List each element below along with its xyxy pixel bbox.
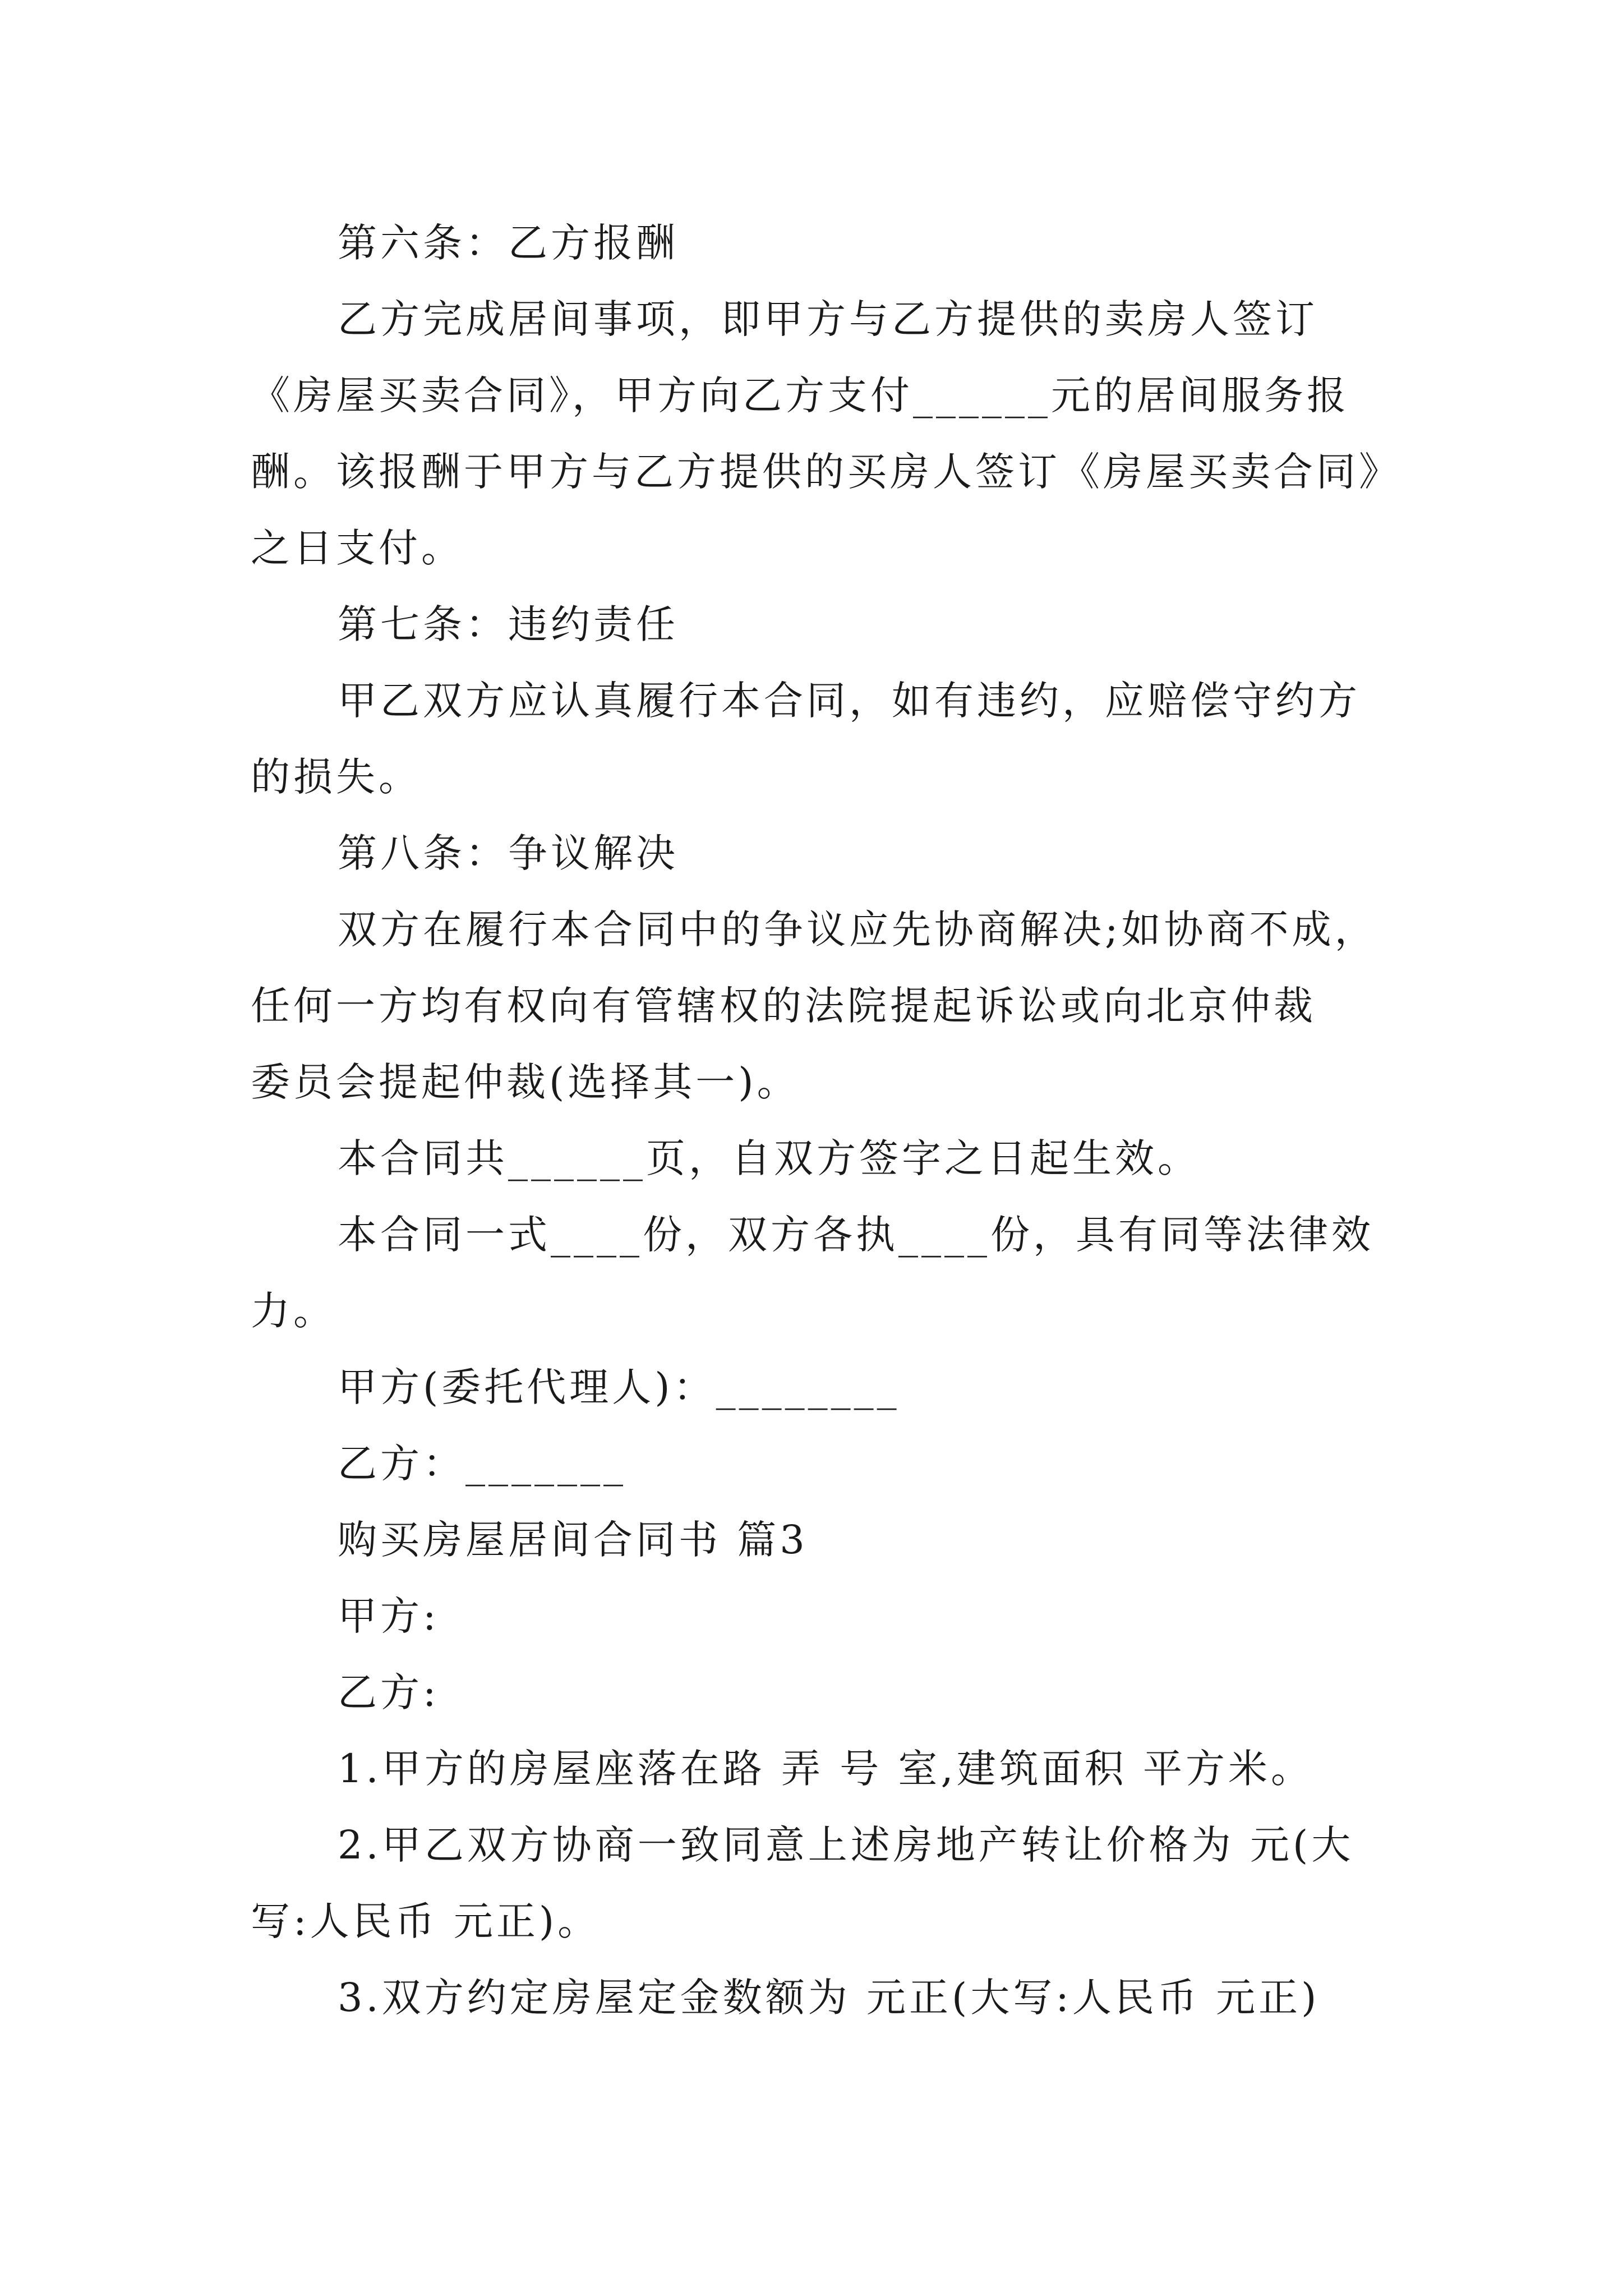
party-b-signature-line: 乙方：_______ <box>338 1441 626 1487</box>
clause-2-continued: 写:人民币 元正)。 <box>251 1898 601 1944</box>
clause-1: 1.甲方的房屋座落在路 弄 号 室,建筑面积 平方米。 <box>338 1746 1314 1792</box>
paragraph-line: 酬。该报酬于甲方与乙方提供的买房人签订《房屋买卖合同》 <box>251 449 1401 495</box>
article-7-heading: 第七条：违约责任 <box>338 601 679 647</box>
paragraph-line: 的损失。 <box>251 754 421 800</box>
paragraph-line: 委员会提起仲裁(选择其一)。 <box>251 1059 800 1105</box>
section-title: 购买房屋居间合同书 篇3 <box>338 1517 808 1563</box>
article-6-heading: 第六条：乙方报酬 <box>338 220 679 266</box>
paragraph-line: 乙方完成居间事项，即甲方与乙方提供的卖房人签订 <box>338 296 1318 342</box>
party-a-line: 甲方: <box>338 1593 440 1639</box>
paragraph-line: 本合同一式____份，双方各执____份，具有同等法律效 <box>338 1212 1374 1258</box>
party-a-signature-line: 甲方(委托代理人)：________ <box>338 1364 900 1410</box>
clause-3: 3.双方约定房屋定金数额为 元正(大写:人民币 元正) <box>338 1975 1320 2021</box>
paragraph-line: 甲乙双方应认真履行本合同，如有违约，应赔偿守约方 <box>338 678 1361 724</box>
clause-2: 2.甲乙双方协商一致同意上述房地产转让价格为 元(大 <box>338 1822 1354 1868</box>
paragraph-line: 双方在履行本合同中的争议应先协商解决;如协商不成， <box>338 907 1377 953</box>
paragraph-line: 力。 <box>251 1288 336 1334</box>
article-8-heading: 第八条：争议解决 <box>338 830 679 876</box>
paragraph-line: 任何一方均有权向有管辖权的法院提起诉讼或向北京仲裁 <box>251 983 1316 1029</box>
paragraph-line: 本合同共______页，自双方签字之日起生效。 <box>338 1135 1200 1181</box>
paragraph-line: 之日支付。 <box>251 525 464 571</box>
party-b-line: 乙方: <box>338 1669 440 1715</box>
paragraph-line: 《房屋买卖合同》，甲方向乙方支付______元的居间服务报 <box>251 372 1349 418</box>
